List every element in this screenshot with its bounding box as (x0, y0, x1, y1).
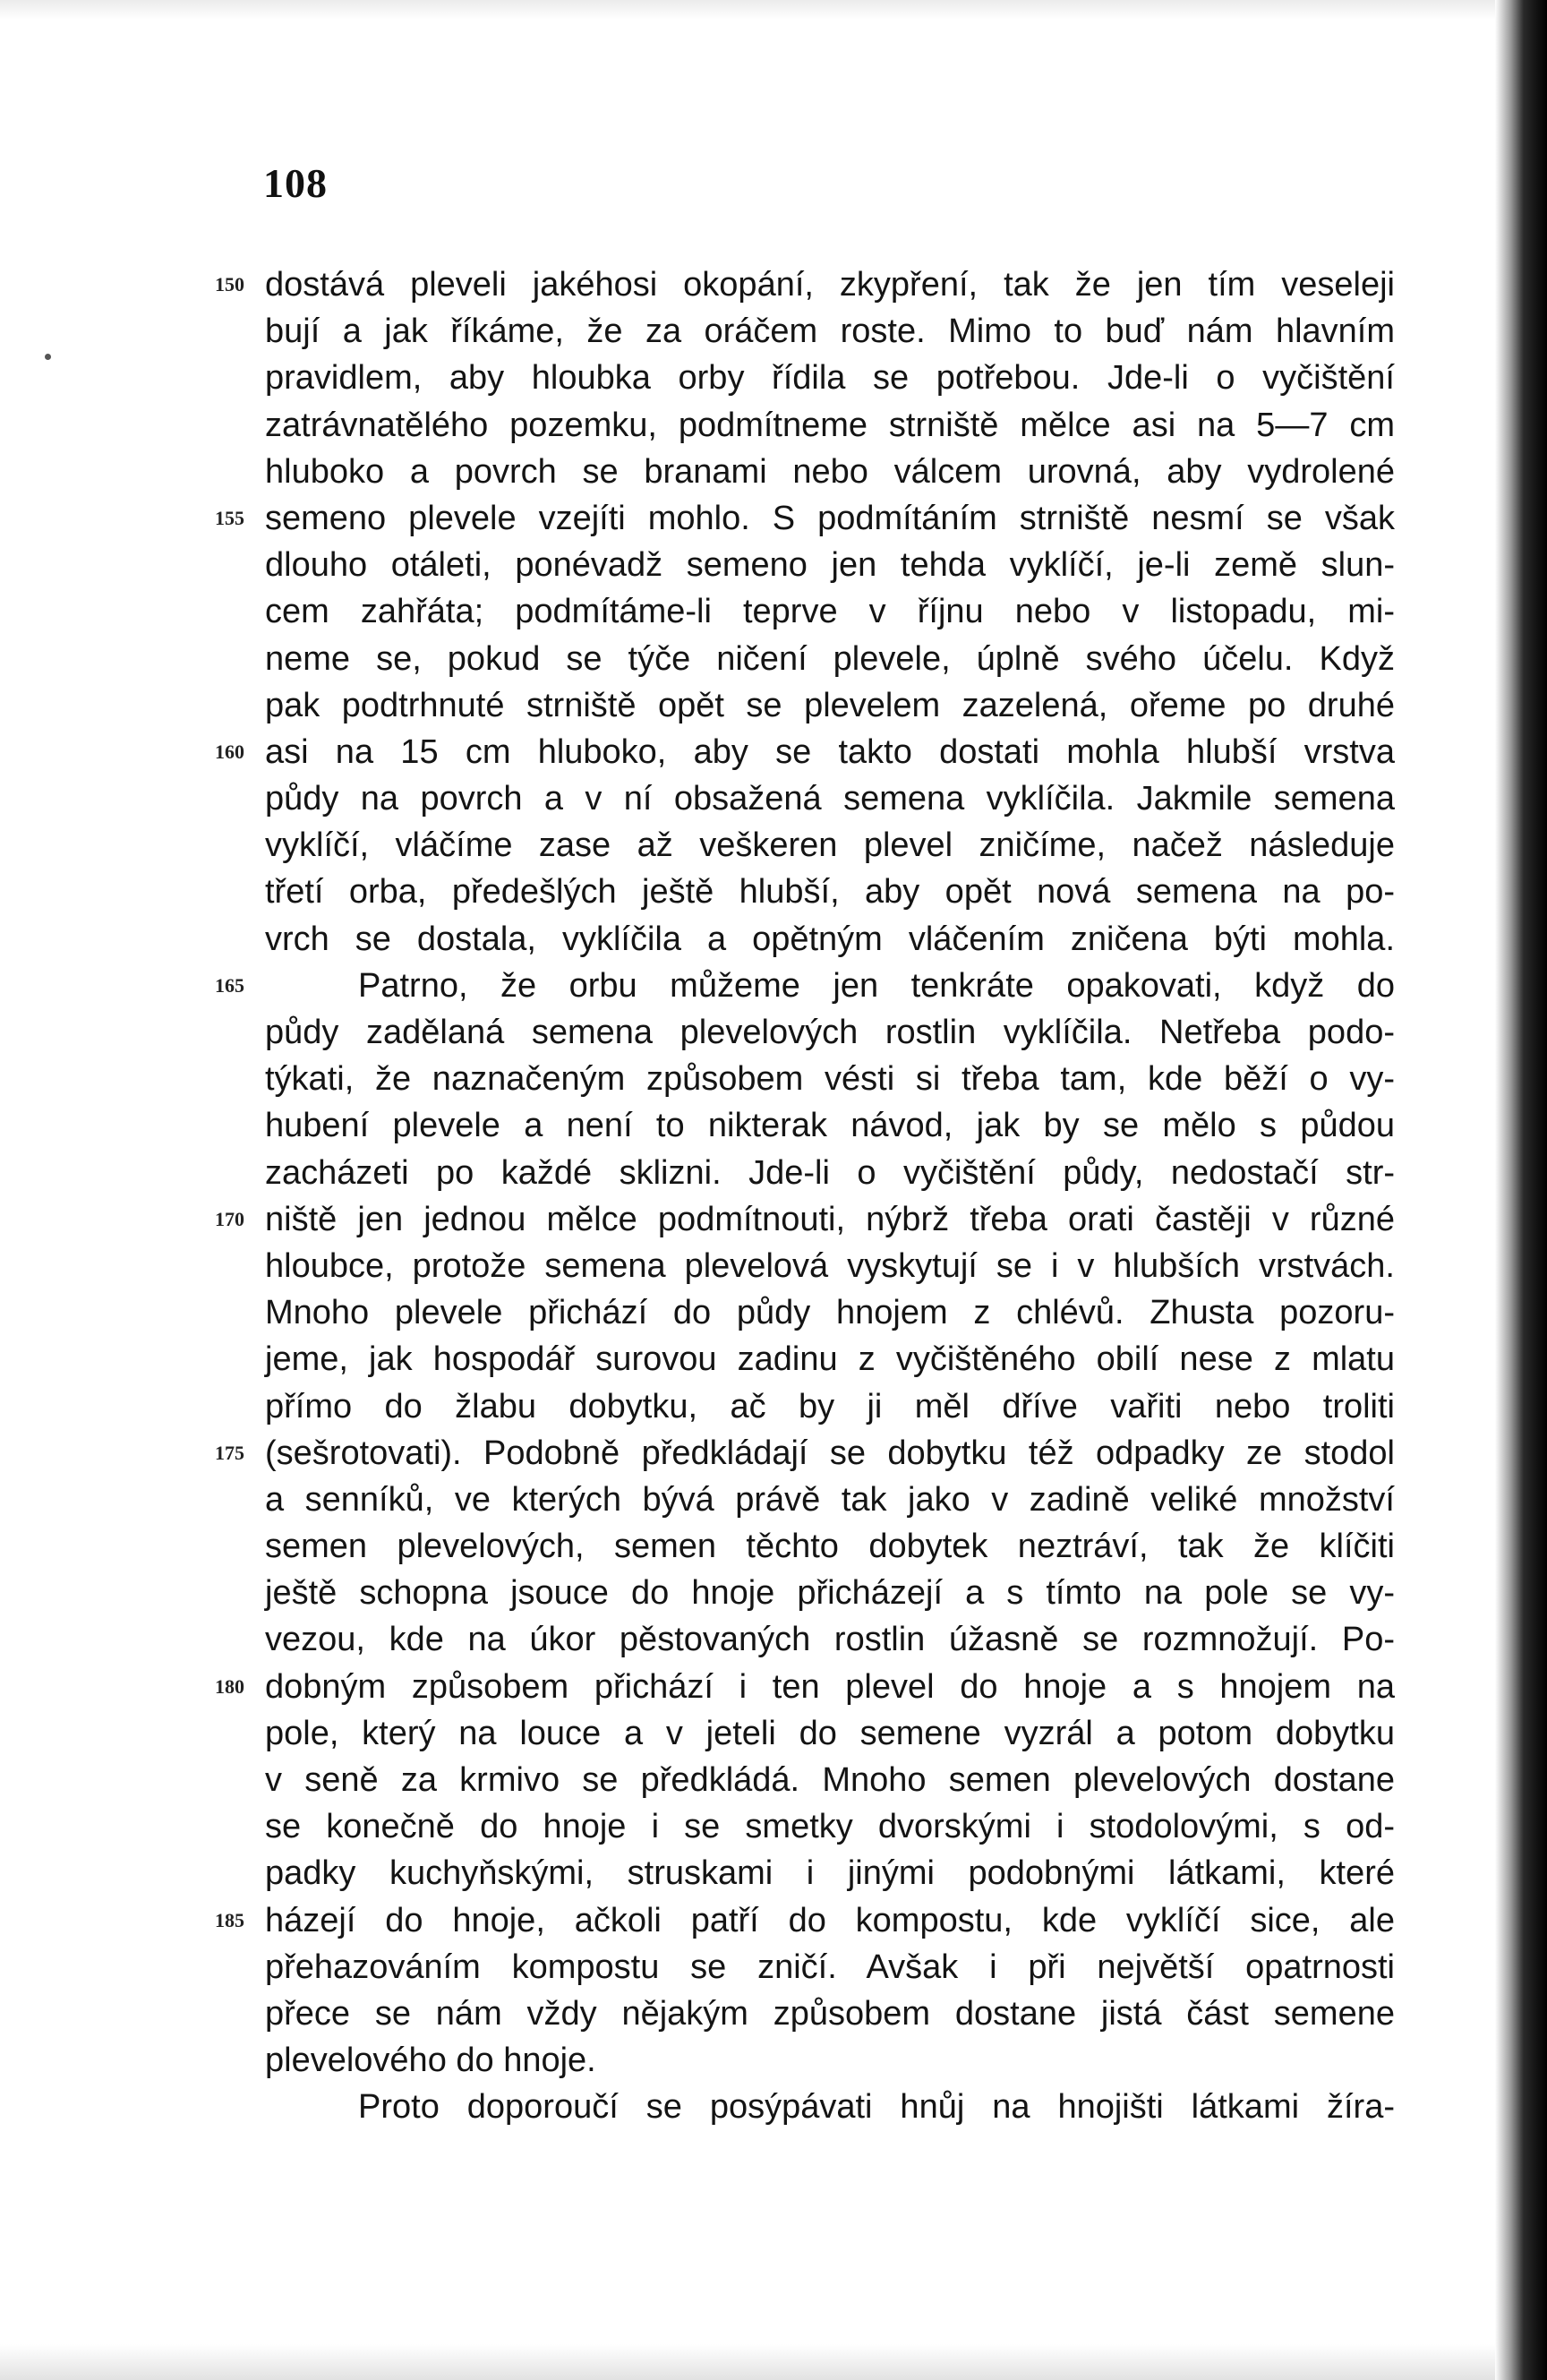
text-line (265, 1616, 1395, 1663)
text-line (265, 869, 1395, 915)
text-line (215, 729, 1395, 775)
line-text: Proto doporoučí se posýpávati hnůj na hnojišti látkami žíra- (358, 2088, 1395, 2127)
text-line (215, 1664, 1395, 1710)
line-text: dobným způsobem přichází i ten plevel do hnoje a s hnojem na (265, 1667, 1395, 1706)
line-text: se konečně do hnoje i se smetky dvorskými i stodolovými, s od- (265, 1808, 1395, 1846)
line-text: přece se nám vždy nějakým způsobem dostane jistá část semene (265, 1994, 1395, 2033)
line-text: hloubce, protože semena plevelová vyskytují se i v hlubších vrstvách. (265, 1246, 1395, 1285)
body-text (215, 261, 1395, 2131)
line-text: týkati, že naznačeným způsobem vésti si třeba tam, kde běží o vy- (265, 1060, 1395, 1099)
line-text: dlouho otáleti, ponévadž semeno jen tehda vyklíčí, je-li země slun- (265, 546, 1395, 585)
line-text: bují a jak říkáme, že za oráčem roste. Mimo to buď nám hlavním (265, 312, 1395, 351)
line-text: házejí do hnoje, ačkoli patří do kompostu, kde vyklíčí sice, ale (265, 1901, 1395, 1939)
text-line (215, 963, 1395, 1009)
line-text: jeme, jak hospodář surovou zadinu z vyčištěného obilí nese z mlatu (265, 1340, 1395, 1379)
line-text: neme se, pokud se týče ničení plevele, úplně svého účelu. Když (265, 639, 1395, 678)
line-text: Mnoho plevele přichází do půdy hnojem z chlévů. Zhusta pozoru- (265, 1294, 1395, 1332)
line-number: 150 (215, 273, 244, 295)
line-text: přímo do žlabu dobytku, ač by ji měl dříve vařiti nebo troliti (265, 1387, 1395, 1425)
text-line (215, 261, 1395, 308)
line-text: padky kuchyňskými, struskami i jinými podobnými látkami, které (265, 1854, 1395, 1893)
text-line (265, 1990, 1395, 2037)
line-number: 185 (215, 1908, 244, 1931)
text-line (215, 495, 1395, 542)
line-text: zatrávnatělého pozemku, podmítneme strniště mělce asi na 5—7 cm (265, 406, 1395, 444)
line-text: hluboko a povrch se branami nebo válcem urovná, aby vydrolené (265, 452, 1395, 491)
text-line (265, 636, 1395, 682)
line-text: pravidlem, aby hloubka orby řídila se potřebou. Jde-li o vyčištění (265, 359, 1395, 398)
line-text: semeno plevele vzejíti mohlo. S podmítáním strniště nesmí se však (265, 499, 1395, 537)
text-line (265, 682, 1395, 729)
text-line (265, 588, 1395, 635)
line-text: přehazováním kompostu se zničí. Avšak i při největší opatrnosti (265, 1948, 1395, 1986)
text-line (215, 1897, 1395, 1944)
line-text: (sešrotovati). Podobně předkládají se dobytku též odpadky ze stodol (265, 1434, 1395, 1472)
scan-right-edge (1495, 0, 1547, 2380)
line-text: pak podtrhnuté strniště opět se plevelem zazelená, ořeme po druhé (265, 686, 1395, 724)
page-number: 108 (263, 160, 328, 206)
line-number: 160 (215, 740, 244, 763)
text-line (265, 1056, 1395, 1102)
line-text: plevelového do hnoje. (265, 2042, 596, 2080)
line-text: Patrno, že orbu můžeme jen tenkráte opakovati, když do (358, 966, 1395, 1005)
text-line (265, 308, 1395, 355)
text-line (265, 1102, 1395, 1149)
text-line (265, 449, 1395, 495)
text-line (265, 1150, 1395, 1196)
text-line (265, 1477, 1395, 1523)
text-line (265, 1289, 1395, 1336)
text-line (265, 916, 1395, 963)
text-line (265, 1243, 1395, 1289)
line-text: semen plevelových, semen těchto dobytek neztráví, tak že klíčiti (265, 1528, 1395, 1566)
text-line (265, 1803, 1395, 1850)
line-text: niště jen jednou mělce podmítnouti, nýbrž třeba orati častěji v různé (265, 1200, 1395, 1238)
line-text: hubení plevele a není to nikterak návod, jak by se mělo s půdou (265, 1107, 1395, 1145)
text-line (265, 1710, 1395, 1757)
text-line (265, 1336, 1395, 1383)
line-number: 175 (215, 1441, 244, 1464)
line-text: pole, který na louce a v jeteli do semene vyzrál a potom dobytku (265, 1714, 1395, 1752)
line-number: 180 (215, 1674, 244, 1698)
line-text: vrch se dostala, vyklíčila a opětným vláčením zničena býti mohla. (265, 920, 1395, 958)
line-text: zacházeti po každé sklizni. Jde-li o vyčištění půdy, nedostačí str- (265, 1153, 1395, 1192)
text-line (265, 1383, 1395, 1430)
line-text: v seně za krmivo se předkládá. Mnoho semen plevelových dostane (265, 1761, 1395, 1799)
line-number: 170 (215, 1207, 244, 1230)
line-number: 155 (215, 506, 244, 529)
text-line (265, 542, 1395, 588)
line-number: 165 (215, 973, 244, 997)
line-text: dostává pleveli jakéhosi okopání, zkypření, tak že jen tím veseleji (265, 266, 1395, 304)
text-line (265, 2037, 1395, 2084)
line-text: a senníků, ve kterých bývá právě tak jako v zadině veliké množství (265, 1480, 1395, 1519)
line-text: půdy na povrch a v ní obsažená semena vyklíčila. Jakmile semena (265, 780, 1395, 818)
text-line (265, 1850, 1395, 1896)
text-line (265, 1570, 1395, 1616)
text-line (215, 1196, 1395, 1243)
line-text: cem zahřáta; podmítáme-li teprve v říjnu nebo v listopadu, mi- (265, 593, 1395, 631)
line-text: vezou, kde na úkor pěstovaných rostlin úžasně se rozmnožují. Po- (265, 1621, 1395, 1659)
text-line (265, 1009, 1395, 1056)
line-text: půdy zadělaná semena plevelových rostlin vyklíčila. Netřeba podo- (265, 1014, 1395, 1051)
line-text: asi na 15 cm hluboko, aby se takto dostati mohla hlubší vrstva (265, 732, 1395, 771)
text-line (265, 1757, 1395, 1803)
text-line (265, 1523, 1395, 1570)
line-text: vyklíčí, vláčíme zase až veškeren plevel zničíme, načež následuje (265, 826, 1395, 865)
text-line (265, 402, 1395, 449)
text-line (265, 775, 1395, 822)
line-text: ještě schopna jsouce do hnoje přicházejí a s tímto na pole se vy- (265, 1574, 1395, 1613)
text-line (265, 1944, 1395, 1990)
text-line (215, 1430, 1395, 1477)
line-text: třetí orba, předešlých ještě hlubší, aby opět nová semena na po- (265, 873, 1395, 912)
paper-speck (45, 354, 51, 360)
text-line (265, 355, 1395, 401)
text-line (265, 822, 1395, 869)
text-line (265, 2084, 1395, 2130)
scan-bottom-shadow (0, 2344, 1547, 2380)
scan-top-shadow (0, 0, 1547, 20)
